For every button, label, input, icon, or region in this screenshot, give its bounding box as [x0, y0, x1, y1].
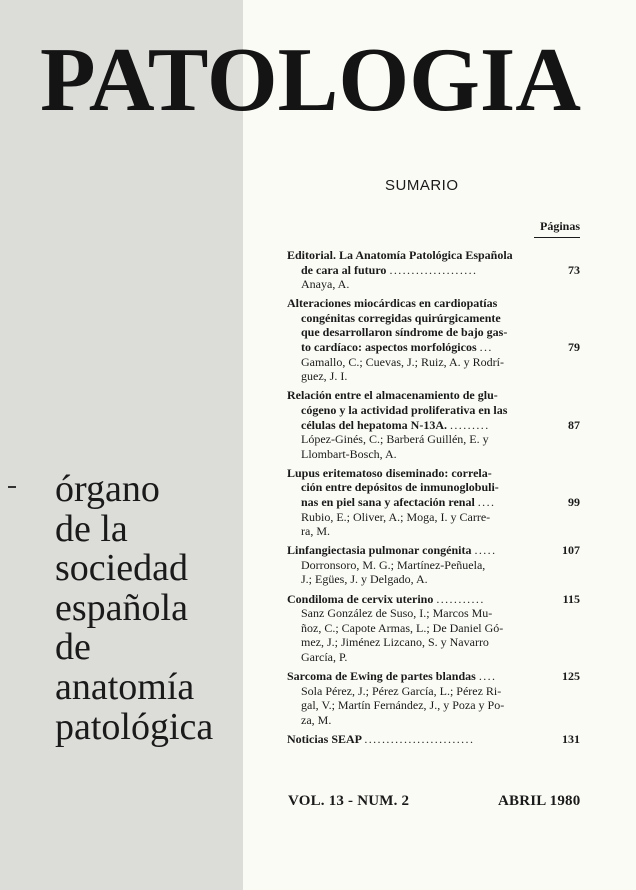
article-authors — [287, 432, 545, 461]
subtitle-line: patológica — [55, 705, 214, 748]
author-line: García, P. — [301, 649, 348, 664]
leader-dots: .... — [478, 669, 497, 684]
subtitle-line: sociedad — [55, 547, 188, 590]
author-line: Rubio, E.; Oliver, A.; Moga, I. y Carre- — [301, 509, 491, 524]
article-title — [287, 466, 545, 510]
article-title — [287, 669, 545, 684]
article-title-text: nas en piel sana y afectación renal — [301, 495, 475, 509]
subtitle-line: de la — [55, 507, 128, 550]
article-title-text: to cardíaco: aspectos morfológicos — [301, 340, 477, 355]
article-authors — [287, 606, 545, 664]
author-line: ñoz, C.; Capote Armas, L.; De Daniel Gó- — [301, 620, 504, 635]
article-authors — [287, 355, 545, 384]
author-line: gal, V.; Martín Fernández, J., y Poza y Po- — [301, 698, 505, 713]
article-title-text: Noticias SEAP — [287, 731, 362, 746]
toc-entry — [287, 669, 582, 727]
author-line: Gamallo, C.; Cuevas, J.; Ruiz, A. y Rodrí- — [301, 354, 504, 369]
leader-dots: ......................... — [364, 731, 475, 746]
subtitle-line: de — [55, 626, 91, 669]
article-title — [287, 388, 545, 432]
journal-subtitle — [55, 470, 245, 747]
subtitle-line: española — [55, 586, 188, 629]
article-title — [287, 592, 545, 607]
subtitle-line: anatomía — [55, 665, 195, 708]
article-title-line — [287, 592, 545, 607]
article-title-line: Alteraciones miocárdicas en cardiopatías — [287, 296, 498, 311]
article-title-text: células del hepatoma N-13A. — [301, 417, 447, 432]
author-line: za, M. — [301, 712, 332, 727]
article-title-text: Linfangiectasia pulmonar congénita — [287, 543, 472, 558]
article-title — [287, 296, 545, 354]
leader-dots: .... — [477, 495, 496, 509]
author-line: ra, M. — [301, 524, 330, 539]
author-line: Dorronsoro, M. G.; Martínez-Peñuela, — [301, 557, 486, 572]
article-authors — [287, 558, 545, 587]
article-title-line: Lupus eritematoso diseminado: correla- — [287, 465, 492, 480]
article-authors — [287, 684, 545, 728]
author-line: J.; Egües, J. y Delgado, A. — [301, 572, 428, 587]
article-authors — [287, 277, 545, 292]
leader-dots: ... — [479, 340, 493, 355]
page-number: 131 — [562, 731, 580, 746]
left-gray-panel — [0, 0, 243, 890]
issue-volume: VOL. 13 - NUM. 2 — [288, 793, 410, 809]
article-title-line — [287, 669, 545, 684]
article-title-line: cógeno y la actividad proliferativa en las — [301, 402, 508, 417]
article-title-text: Sarcoma de Ewing de partes blandas — [287, 669, 476, 684]
page-number: 107 — [562, 543, 580, 558]
journal-title: PATOLOGIA — [40, 29, 582, 130]
leader-dots: ........... — [436, 591, 485, 606]
table-of-contents — [287, 248, 582, 751]
article-title-line — [287, 732, 545, 747]
pages-label: Páginas — [534, 219, 580, 238]
article-title-line: Relación entre el almacenamiento de glu- — [287, 388, 498, 403]
toc-heading: SUMARIO — [385, 177, 459, 194]
page-number: 79 — [568, 340, 580, 355]
leader-dots: .................... — [389, 262, 478, 277]
leader-dots: ......... — [450, 417, 490, 432]
article-title-line — [287, 418, 545, 433]
author-line: Llombart-Bosch, A. — [301, 446, 397, 461]
author-line: mez, J.; Jiménez Lizcano, S. y Navarro — [301, 635, 489, 650]
page-number: 125 — [562, 669, 580, 684]
page-number: 115 — [562, 591, 580, 606]
author-line: Anaya, A. — [301, 277, 350, 292]
article-title-text: de cara al futuro — [301, 262, 387, 277]
subtitle-line: órgano — [55, 468, 160, 510]
toc-entry — [287, 296, 582, 384]
page-number: 99 — [568, 495, 580, 509]
article-title-line — [287, 340, 545, 355]
margin-mark — [8, 486, 16, 488]
article-title — [287, 543, 545, 558]
toc-entry — [287, 732, 582, 747]
leader-dots: ..... — [474, 543, 497, 558]
article-title-line: Editorial. La Anatomía Patológica Española — [287, 248, 513, 262]
author-line: Sola Pérez, J.; Pérez García, L.; Pérez Ri- — [301, 683, 502, 698]
toc-entry — [287, 466, 582, 539]
article-title — [287, 248, 545, 277]
page-number: 73 — [568, 262, 580, 277]
article-title-line: que desarrollaron síndrome de bajo gas- — [301, 325, 508, 340]
issue-date: ABRIL 1980 — [498, 793, 581, 809]
page-number: 87 — [568, 417, 580, 432]
article-title-line: ción entre depósitos de inmunoglobuli- — [301, 480, 499, 495]
author-line: López-Ginés, C.; Barberá Guillén, E. y — [301, 432, 489, 447]
article-title-text: Condiloma de cervix uterino — [287, 591, 434, 606]
toc-entry — [287, 388, 582, 461]
article-authors — [287, 510, 545, 539]
article-title-line — [287, 263, 545, 278]
author-line: guez, J. I. — [301, 369, 348, 384]
article-title-line: congénitas corregidas quirúrgicamente — [301, 310, 501, 325]
toc-entry — [287, 592, 582, 665]
article-title — [287, 732, 545, 747]
author-line: Sanz González de Suso, I.; Marcos Mu- — [301, 606, 493, 621]
toc-entry — [287, 248, 582, 292]
article-title-line — [287, 543, 545, 558]
toc-entry — [287, 543, 582, 587]
article-title-line — [287, 495, 545, 510]
